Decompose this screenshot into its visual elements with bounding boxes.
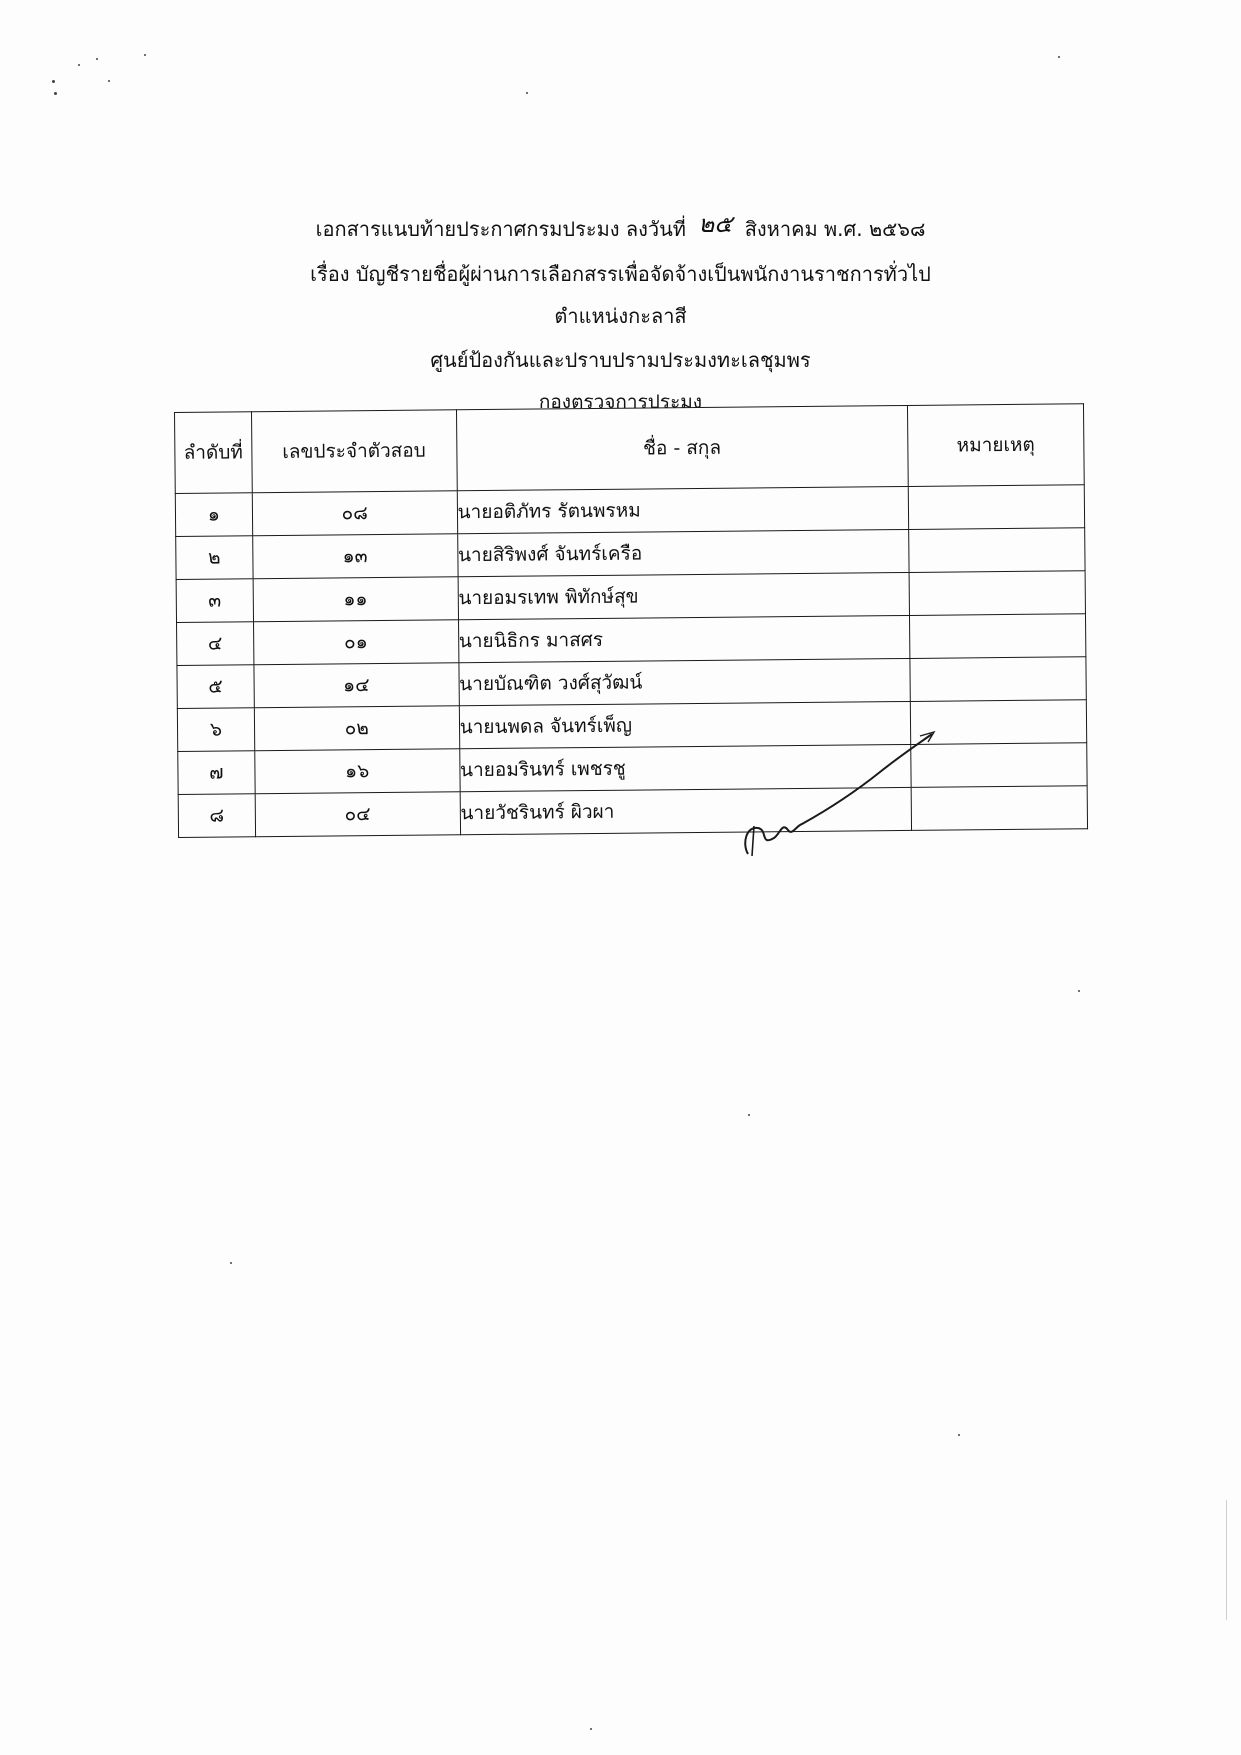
scan-speck [590, 1728, 592, 1730]
cell-remark [910, 700, 1087, 745]
table-header-row [175, 404, 1085, 494]
cell-order: ๖ [177, 708, 254, 752]
header-line1-suffix: สิงหาคม พ.ศ. ๒๕๖๘ [744, 217, 926, 241]
scan-speck [1226, 1500, 1227, 1620]
cell-remark [910, 743, 1087, 788]
cell-order: ๑ [175, 493, 252, 537]
cell-order: ๒ [176, 536, 253, 580]
cell-order: ๗ [178, 751, 255, 795]
scan-speck [958, 1434, 960, 1436]
cell-remark [909, 571, 1086, 616]
cell-name: นายอมรินทร์ เพชรชู [459, 744, 910, 791]
cell-order: ๔ [177, 622, 254, 666]
scan-speck [748, 1114, 750, 1116]
table-row [178, 786, 1087, 838]
cell-exam-id: ๐๑ [253, 620, 458, 665]
cell-remark [911, 786, 1088, 831]
scan-speck [96, 58, 98, 60]
scan-speck [78, 64, 80, 66]
cell-name: นายอติภัทร รัตนพรหม [457, 486, 908, 533]
column-header-remark: หมายเหตุ [907, 404, 1084, 487]
scan-speck [144, 54, 146, 56]
cell-exam-id: ๑๑ [253, 577, 458, 622]
cell-name: นายนพดล จันทร์เพ็ญ [459, 701, 910, 748]
header-division: กองตรวจการประมง [538, 391, 703, 413]
header-line1-prefix: เอกสารแนบท้ายประกาศกรมประมง ลงวันที่ [315, 217, 686, 241]
cell-name: นายวัชรินทร์ ผิวผา [460, 787, 911, 834]
scan-speck [230, 1262, 232, 1264]
cell-exam-id: ๐๒ [254, 706, 459, 751]
scan-speck [1078, 990, 1080, 992]
column-header-name: ชื่อ - สกุล [456, 405, 908, 490]
cell-remark [908, 528, 1085, 573]
cell-remark [909, 614, 1086, 659]
scan-speck [52, 80, 55, 83]
cell-exam-id: ๑๓ [252, 534, 457, 579]
scan-speck [108, 80, 110, 82]
cell-remark [910, 657, 1087, 702]
cell-name: นายอมรเทพ พิทักษ์สุข [458, 572, 909, 619]
scan-speck [54, 92, 57, 95]
header-date-line [0, 210, 1241, 243]
cell-name: นายบัณฑิต วงศ์สุวัฒน์ [459, 658, 910, 705]
handwritten-day: ๒๕ [698, 210, 733, 238]
scan-speck [1058, 56, 1060, 58]
cell-order: ๘ [178, 794, 255, 838]
cell-exam-id: ๐๘ [252, 491, 457, 536]
cell-remark [908, 485, 1085, 530]
cell-exam-id: ๐๔ [255, 792, 460, 837]
cell-name: นายสิริพงศ์ จันทร์เครือ [457, 529, 908, 576]
candidate-table [174, 403, 1088, 838]
cell-order: ๓ [176, 579, 253, 623]
cell-exam-id: ๑๔ [254, 663, 459, 708]
header-center: ศูนย์ป้องกันและปราบปรามประมงทะเลชุมพร [430, 348, 811, 372]
cell-exam-id: ๑๖ [255, 749, 460, 794]
column-header-exam-id: เลขประจำตัวสอบ [251, 410, 457, 493]
header-position: ตำแหน่งกะลาสี [554, 304, 687, 328]
scan-speck [526, 92, 528, 94]
cell-name: นายนิธิกร มาสศร [458, 615, 909, 662]
cell-order: ๕ [177, 665, 254, 709]
header-subject: เรื่อง บัญชีรายชื่อผู้ผ่านการเลือกสรรเพื่อจัดจ้างเป็นพนักงานราชการทั่วไป [310, 262, 931, 286]
column-header-order: ลำดับที่ [175, 412, 253, 494]
